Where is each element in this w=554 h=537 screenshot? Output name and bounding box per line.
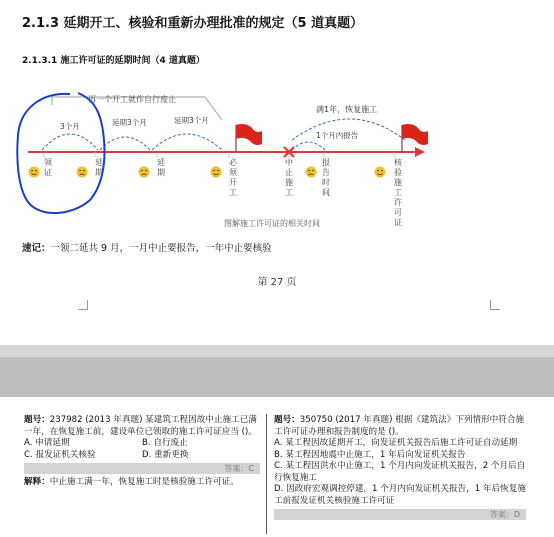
top-right-label: 满1年，恢复施工 — [316, 105, 378, 114]
option-d: D. 重新更换 — [142, 449, 189, 460]
diagram-caption: 图解施工许可证的相关时间 — [224, 219, 320, 228]
report-label: 1个月内报告 — [316, 131, 359, 140]
node-label: 延期 — [95, 158, 103, 177]
arc-label-3: 延期3个月 — [174, 116, 209, 125]
page-corner-mark — [490, 300, 500, 310]
page-corner-mark — [78, 300, 88, 310]
option-b: B. 自行废止 — [142, 438, 188, 448]
page-number: 第 27 页 — [257, 277, 297, 288]
answer-bar: 答案：D — [274, 509, 526, 520]
question-left-options — [24, 438, 260, 461]
worried-face-icon — [77, 167, 88, 178]
node-label: 核验施工许可证 — [394, 158, 402, 227]
explanation-text: 中止施工满一年，恢复施工时是核验施工许可证。 — [49, 477, 239, 487]
worried-face-icon — [306, 167, 317, 178]
option-c: C. 某工程因洪水中止施工，1 个月内向发证机关报告，2 个月后自行恢复施工 — [274, 461, 526, 483]
explanation-label: 解释： — [24, 477, 50, 487]
flag-icon — [236, 124, 262, 152]
node-label: 延期 — [157, 158, 165, 177]
option-d: D. 因政府宏观调控停建，1 个月内向发证机关报告，1 年后恢复施工前报发证机关核验施工许可证 — [274, 484, 526, 506]
document-page-bottom — [0, 397, 554, 537]
question-label: 题号： — [24, 415, 50, 425]
node-label: 必须开工 — [229, 158, 237, 197]
top-left-label: 再一个开工就作自行废止 — [88, 95, 176, 104]
option-c: C. 报发证机关核验 — [24, 449, 96, 460]
node-labels — [44, 157, 403, 227]
option-a: A. 某工程因故延期开工，向发证机关报告后施工许可证自动延期 — [274, 438, 518, 448]
node-label: 中止施工 — [285, 158, 293, 197]
handwritten-circle-annotation — [17, 93, 104, 213]
option-b: B. 某工程因地震中止施工，1 年后向发证机关报告 — [274, 449, 466, 460]
page-gap — [0, 345, 554, 397]
timeline-arrowhead — [415, 147, 425, 157]
mnemonic-note — [22, 240, 272, 254]
timeline-diagram — [0, 80, 554, 230]
arc-3-months — [42, 134, 98, 150]
smile-face-icon — [375, 167, 386, 178]
subsection-title: 2.1.3.1 施工许可证的延期时间（4 道真题） — [22, 56, 205, 66]
question-text: 237982 (2013 年真题) 某建筑工程因故中止施工已满一年，在恢复施工前，建设单位已领取的施工许可证应当 ()。 — [24, 415, 257, 437]
smile-face-icon — [29, 167, 40, 178]
question-left — [24, 415, 260, 489]
question-right — [274, 415, 526, 520]
question-left-stem — [24, 415, 260, 438]
arc-extension-1 — [100, 137, 150, 150]
question-label: 题号： — [274, 415, 300, 425]
column-divider — [266, 414, 267, 534]
answer-bar: 答案：C — [24, 463, 260, 474]
smile-face-icon — [211, 167, 222, 178]
explanation — [24, 477, 260, 489]
section-title: 2.1.3 延期开工、核验和重新办理批准的规定（5 道真题） — [22, 16, 364, 31]
mnemonic-text: 一领二延共 9 月，一月中止要报告，一年中止要核验 — [50, 243, 272, 254]
worried-face-icon — [139, 167, 150, 178]
arc-label-2: 延期3个月 — [112, 118, 147, 127]
arc-label-1: 3个月 — [60, 122, 80, 131]
node-label: 报告时间 — [322, 158, 330, 197]
option-a: A. 申请延期 — [24, 438, 70, 448]
node-label: 领证 — [44, 158, 52, 177]
arc-report — [292, 142, 325, 150]
question-text: 350750 (2017 年真题) 根据《建筑法》下列情形中符合施工许可证办理和报告制度的是 ()。 — [274, 415, 525, 437]
arc-extension-2 — [152, 134, 222, 150]
question-right-stem — [274, 415, 526, 438]
mnemonic-label: 速记： — [22, 243, 51, 254]
